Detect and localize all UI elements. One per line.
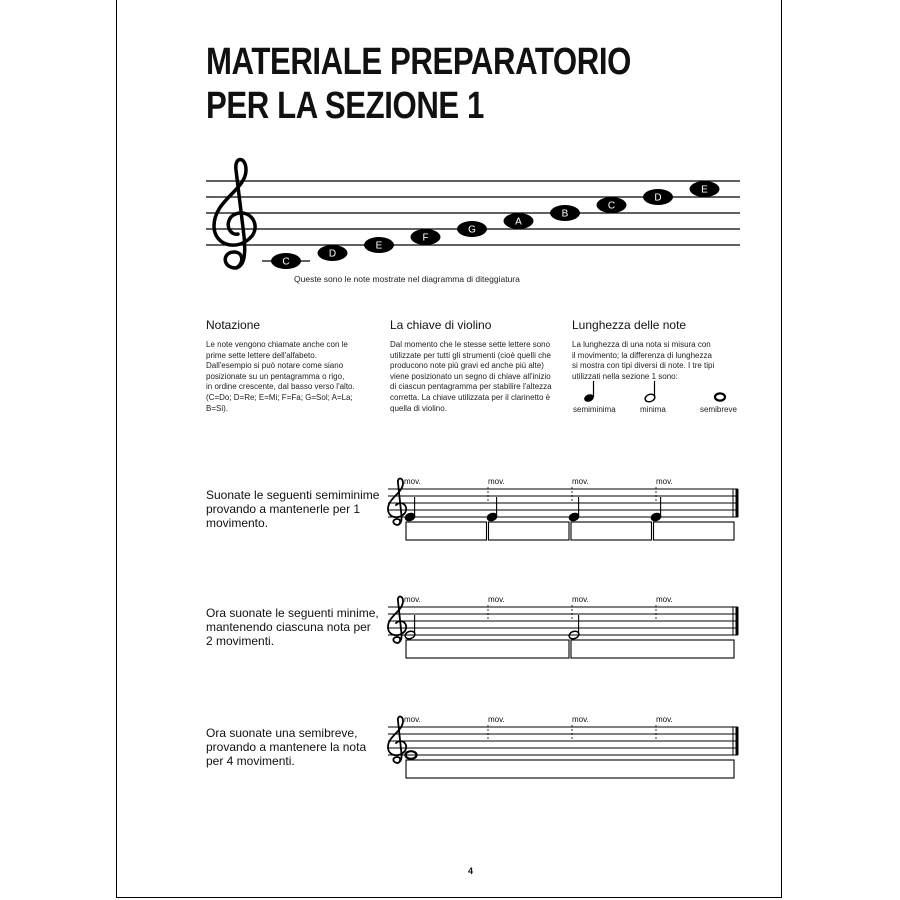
text-lunghezza-note: La lunghezza di una nota si misura con il movimento; la differenza di lunghezza si mostra con tipi diversi di note. I tre tipi utilizzati nella sezione 1 sono: <box>572 340 715 381</box>
diagram-note-label: C <box>282 256 290 268</box>
diagram-note-label: E <box>375 240 383 252</box>
text-chiave-violino: Dal momento che le stesse sette lettere sono utilizzate per tutti gli strumenti (cioè quelli che producono note più gravi ed anche più alte) viene posizionato un segno di chiave all'inizio di ciascun pentagramma per stabilire l'altezza corretta. La chiave utilizzata per il clarinetto è quella di violino. <box>390 340 552 413</box>
heading-notazione: Notazione <box>206 318 261 332</box>
beat-label: mov. <box>404 715 421 724</box>
diagram-note-label: D <box>328 248 337 260</box>
title-line-1: MATERIALE PREPARATORIO <box>206 41 631 83</box>
beat-label: mov. <box>404 477 421 486</box>
exercise-3-text: Ora suonate una semibreve, provando a mantenere la nota per 4 movimenti. <box>206 726 367 768</box>
diagram-note-label: C <box>607 200 616 212</box>
answer-box <box>406 640 569 658</box>
exercise-3-staff <box>388 715 739 778</box>
diagram-note-label: D <box>654 192 662 204</box>
answer-box <box>489 522 570 540</box>
answer-box <box>654 522 735 540</box>
exercise-1-staff <box>388 477 739 540</box>
title-line-2: PER LA SEZIONE 1 <box>206 85 484 127</box>
beat-label: mov. <box>572 477 589 486</box>
exercise-2-text: Ora suonate le seguenti minime, mantenendo ciascuna nota per 2 movimenti. <box>206 606 379 648</box>
beat-label: mov. <box>488 477 505 486</box>
beat-label: mov. <box>656 595 673 604</box>
diagram-note-label: E <box>701 184 708 196</box>
exercise-2-staff <box>388 595 739 658</box>
diagram-caption: Queste sono le note mostrate nel diagramma di diteggiatura <box>294 274 520 284</box>
text-notazione: Le note vengono chiamate anche con le prime sette lettere dell'alfabeto. Dall'esempio si può notare come siano posizionate su un pentagramma o rigo, in ordine crescente, dal basso verso l'alto. (C=Do; D=Re; E=Mi; F=Fa; G=Sol; A=La; B=Si). <box>206 340 355 413</box>
beat-label: mov. <box>488 715 505 724</box>
diagram-note-label: G <box>468 224 476 236</box>
page-number: 4 <box>468 866 474 876</box>
diagram-note-label: F <box>422 232 429 244</box>
heading-chiave-violino: La chiave di violino <box>390 318 492 332</box>
label-minima: minima <box>640 405 666 414</box>
diagram-note-label: B <box>561 208 569 220</box>
beat-label: mov. <box>404 595 421 604</box>
beat-label: mov. <box>572 715 589 724</box>
beat-label: mov. <box>572 595 589 604</box>
answer-box <box>571 640 734 658</box>
beat-label: mov. <box>488 595 505 604</box>
answer-box <box>406 522 487 540</box>
beat-label: mov. <box>656 715 673 724</box>
beat-label: mov. <box>656 477 673 486</box>
answer-box <box>571 522 652 540</box>
diagram-note-label: A <box>515 216 522 228</box>
exercise-1-text: Suonate le seguenti semiminime provando a mantenerle per 1 movimento. <box>206 488 380 530</box>
label-semibreve: semibreve <box>700 405 737 414</box>
label-semiminima: semiminima <box>573 405 616 414</box>
heading-lunghezza-note: Lunghezza delle note <box>572 318 687 332</box>
answer-box <box>406 760 734 778</box>
